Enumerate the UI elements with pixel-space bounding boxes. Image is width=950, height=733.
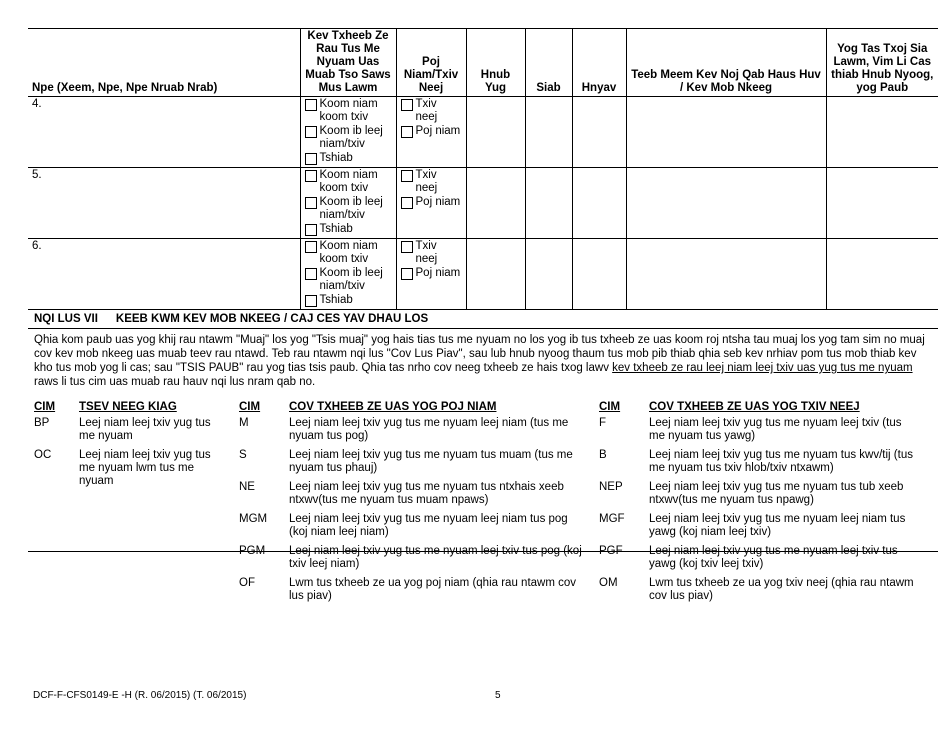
table-header-row: [28, 29, 938, 97]
code-description: Leej niam leej txiv yug tus me nyuam leej niam (tus me nyuam tus pog): [289, 417, 569, 442]
table-row: [28, 97, 938, 168]
relatives-table: [28, 28, 938, 310]
desc-header: TSEV NEEG KIAG: [79, 401, 177, 413]
row-number: 6.: [32, 240, 42, 252]
sex-cell: [396, 239, 466, 310]
month-cell[interactable]: [525, 168, 572, 239]
row-number: 5.: [32, 169, 42, 181]
year-cell[interactable]: [572, 239, 626, 310]
code-description: Leej niam leej txiv yug tus me nyuam leej txiv (tus me nyuam tus yawg): [649, 417, 902, 442]
checkbox-label: Koom ib leej niam/txiv: [319, 267, 383, 292]
checkbox-label: Poj niam: [415, 196, 461, 208]
month-cell[interactable]: [525, 239, 572, 310]
code-item: [239, 417, 599, 443]
name-cell[interactable]: [28, 97, 300, 168]
contact-cell[interactable]: [826, 97, 938, 168]
checkbox[interactable]: [305, 126, 317, 138]
checkbox[interactable]: [305, 99, 317, 111]
age-cell[interactable]: [466, 168, 525, 239]
code: OF: [239, 577, 255, 589]
header-relation: Kev Txheeb Ze Rau Tus Me Nyuam Uas Muab Tso Saws Mus Lawm: [300, 29, 396, 97]
codes-column-male: [599, 401, 929, 609]
checkbox[interactable]: [401, 241, 413, 253]
year-cell[interactable]: [572, 97, 626, 168]
checkbox-label: Koom niam koom txiv: [319, 169, 378, 194]
section-title: KEEB KWM KEV MOB NKEEG / CAJ CES YAV DHAU LOS: [115, 313, 429, 325]
code-description: Leej niam leej txiv yug tus me nyuam leej txiv tus yawg (koj txiv leej txiv): [649, 545, 898, 570]
age-cell[interactable]: [466, 97, 525, 168]
code: PGF: [599, 545, 623, 557]
code-item: [599, 513, 929, 539]
code: F: [599, 417, 607, 429]
code-description: Leej niam leej txiv yug tus me nyuam tus muam (tus me nyuam tus phauj): [289, 449, 573, 474]
row-number: 4.: [32, 98, 42, 110]
table-row: [28, 239, 938, 310]
checkbox[interactable]: [401, 170, 413, 182]
month-cell[interactable]: [525, 97, 572, 168]
checkbox-label: Txiv neej: [415, 169, 438, 194]
code: NEP: [599, 481, 623, 493]
code-description: Leej niam leej txiv yug tus me nyuam tus kwv/tij (tus me nyuam tus txiv hlob/txiv ntxawm): [649, 449, 913, 474]
code: S: [239, 449, 247, 461]
header-contact: Yog Tas Txoj Sia Lawm, Vim Li Cas thiab Hnub Nyoog, yog Paub: [826, 29, 938, 97]
code-header: CIM: [239, 401, 261, 413]
checkbox-label: Tshiab: [319, 294, 353, 306]
section-bottom-rule: [28, 551, 938, 552]
header-sex: Poj Niam/Txiv Neej: [396, 29, 466, 97]
code-item: [599, 545, 929, 571]
code-item: [599, 481, 929, 507]
code-item: [239, 545, 599, 571]
code-item: [599, 577, 929, 603]
instructions-underlined: kev txheeb ze rau leej niam leej txiv uas yug tus me nyuam: [612, 362, 913, 374]
section-heading: [28, 310, 938, 329]
code: PGM: [239, 545, 266, 557]
checkbox[interactable]: [401, 268, 413, 280]
checkbox-label: Tshiab: [319, 223, 353, 235]
contact-cell[interactable]: [826, 168, 938, 239]
form-id: DCF-F-CFS0149-E -H (R. 06/2015) (T. 06/2015): [33, 690, 247, 701]
sex-cell: [396, 168, 466, 239]
checkbox[interactable]: [401, 197, 413, 209]
header-month: Siab: [525, 29, 572, 97]
code-item: [599, 417, 929, 443]
code-description: Leej niam leej txiv yug tus me nyuam lwm tus me nyuam: [79, 449, 211, 487]
notes-cell[interactable]: [626, 97, 826, 168]
code-item: [239, 449, 599, 475]
form-page: [28, 28, 938, 609]
code: NE: [239, 481, 255, 493]
checkbox-label: Poj niam: [415, 125, 461, 137]
checkbox[interactable]: [305, 153, 317, 165]
section-instructions: [28, 329, 938, 395]
codes-column-female: [239, 401, 599, 609]
code-description: Lwm tus txheeb ze ua yog poj niam (qhia rau ntawm cov lus piav): [289, 577, 577, 602]
code: BP: [34, 417, 50, 429]
desc-header: COV TXHEEB ZE UAS YOG POJ NIAM: [289, 401, 497, 413]
code-header: CIM: [599, 401, 621, 413]
code-item: [239, 513, 599, 539]
checkbox-label: Poj niam: [415, 267, 461, 279]
header-year: Hnyav: [572, 29, 626, 97]
checkbox[interactable]: [305, 241, 317, 253]
page-number: 5: [495, 690, 501, 701]
code: OM: [599, 577, 618, 589]
checkbox-label: Koom niam koom txiv: [319, 98, 378, 123]
code-item: [34, 417, 239, 443]
header-name: Npe (Xeem, Npe, Npe Nruab Nrab): [28, 29, 300, 97]
name-cell[interactable]: [28, 239, 300, 310]
code-description: Leej niam leej txiv yug tus me nyuam tus tub xeeb ntxwv(tus me nyuam tus npawg): [649, 481, 904, 506]
code: MGM: [239, 513, 268, 525]
code-description: Leej niam leej txiv yug tus me nyuam: [79, 417, 211, 442]
checkbox[interactable]: [305, 224, 317, 236]
header-notes: Teeb Meem Kev Noj Qab Haus Huv / Kev Mob Nkeeg: [626, 29, 826, 97]
notes-cell[interactable]: [626, 168, 826, 239]
checkbox-label: Koom niam koom txiv: [319, 240, 378, 265]
code: OC: [34, 449, 52, 461]
desc-header: COV TXHEEB ZE UAS YOG TXIV NEEJ: [649, 401, 860, 413]
notes-cell[interactable]: [626, 239, 826, 310]
codes-legend: [28, 395, 938, 609]
instructions-text: Qhia kom paub uas yog khij rau ntawm "Muaj" los yog "Tsis muaj" yog hais tias tus me nyuam no los yog ib tus txheeb ze uas koom roj ntsha tau muaj los yog tam sim no muaj cov kev mob nkeeg uas muab teev rau ntawd. Teb rau ntawm nqi lus "Cov Lus Piav", sau lub hnub nyoog thaum tus mob pib thiab qhia seb kev nrhiav pom tus mob thiab kev kho tus mob yog li cas; sau "TSIS PAUB" rau yog tias tsis paub. Qhia tas nrho cov neeg txheeb ze hais txog lawv: [34, 334, 925, 374]
header-age: Hnub Yug: [466, 29, 525, 97]
checkbox-label: Koom ib leej niam/txiv: [319, 125, 383, 150]
codes-column-immediate: [34, 401, 239, 609]
checkbox[interactable]: [401, 126, 413, 138]
section-label: NQI LUS VII: [34, 313, 98, 325]
year-cell[interactable]: [572, 168, 626, 239]
instructions-text-end: raws li tus cim uas muab rau hauv nqi lus nram qab no.: [34, 376, 316, 388]
code-description: Leej niam leej txiv yug tus me nyuam leej niam tus pog (koj niam leej niam): [289, 513, 568, 538]
relation-cell: [300, 97, 396, 168]
code-description: Leej niam leej txiv yug tus me nyuam tus ntxhais xeeb ntxwv(tus me nyuam tus muam npaws): [289, 481, 564, 506]
checkbox-label: Tshiab: [319, 152, 353, 164]
code-header: CIM: [34, 401, 56, 413]
relation-cell: [300, 239, 396, 310]
code: B: [599, 449, 607, 461]
code-item: [239, 481, 599, 507]
checkbox[interactable]: [401, 99, 413, 111]
checkbox[interactable]: [305, 170, 317, 182]
checkbox-label: Koom ib leej niam/txiv: [319, 196, 383, 221]
code-description: Lwm tus txheeb ze ua yog txiv neej (qhia rau ntawm cov lus piav): [649, 577, 914, 602]
sex-cell: [396, 97, 466, 168]
checkbox[interactable]: [305, 295, 317, 307]
name-cell[interactable]: [28, 168, 300, 239]
code-item: [599, 449, 929, 475]
table-row: [28, 168, 938, 239]
checkbox[interactable]: [305, 197, 317, 209]
code: MGF: [599, 513, 625, 525]
contact-cell[interactable]: [826, 239, 938, 310]
code-description: Leej niam leej txiv yug tus me nyuam leej niam tus yawg (koj niam leej txiv): [649, 513, 906, 538]
code: M: [239, 417, 249, 429]
checkbox-label: Txiv neej: [415, 240, 438, 265]
checkbox-label: Txiv neej: [415, 98, 438, 123]
age-cell[interactable]: [466, 239, 525, 310]
code-item: [239, 577, 599, 603]
relation-cell: [300, 168, 396, 239]
code-description: Leej niam leej txiv yug tus me nyuam leej txiv tus pog (koj txiv leej niam): [289, 545, 582, 570]
checkbox[interactable]: [305, 268, 317, 280]
code-item: [34, 449, 239, 488]
